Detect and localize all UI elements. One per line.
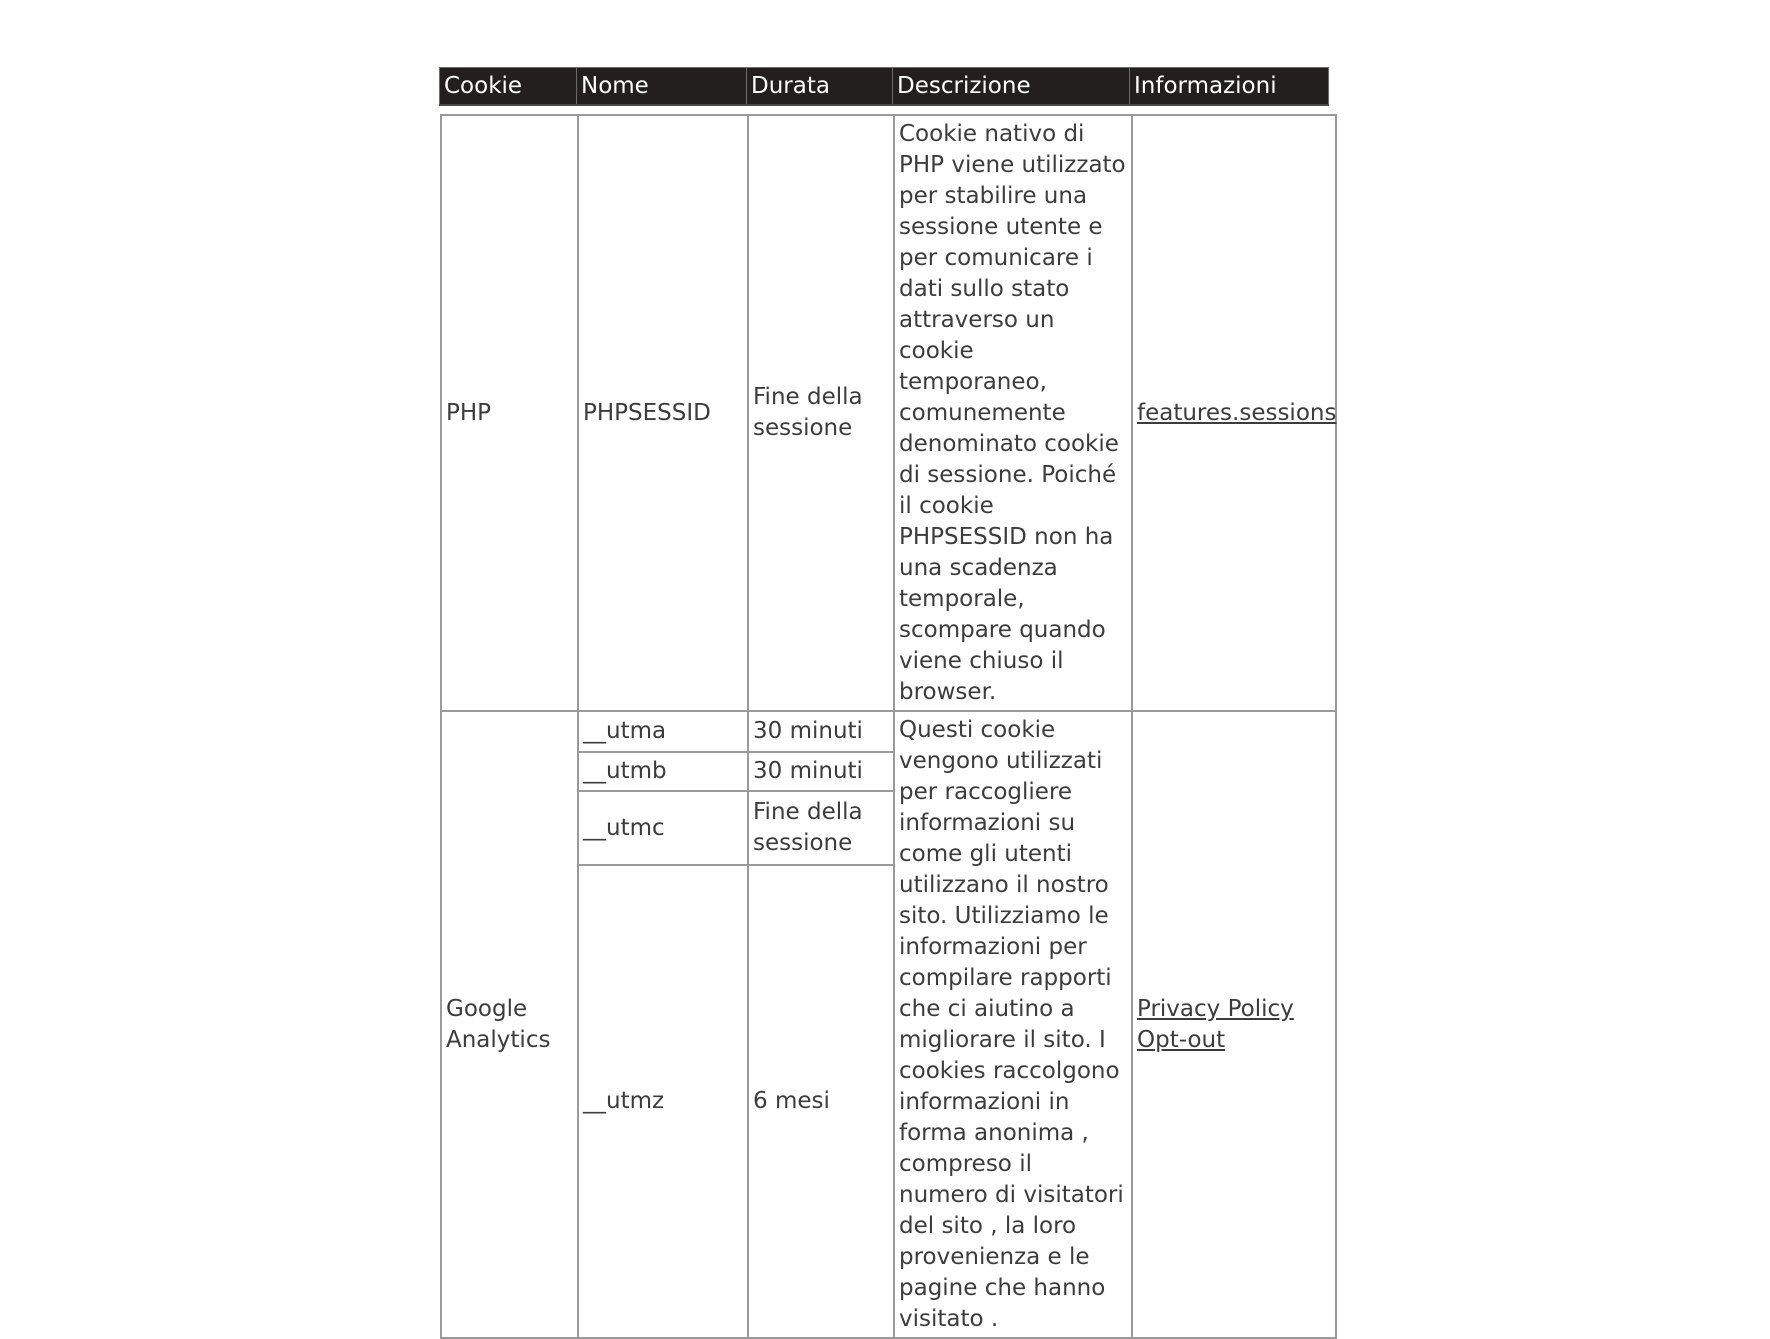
- features-sessions-link[interactable]: features.sessions: [1137, 399, 1337, 426]
- cell-informazioni-ga: [1132, 711, 1336, 1338]
- cell-nome-utmb: __utmb: [578, 752, 748, 792]
- header-nome: Nome: [577, 68, 747, 106]
- table-row-utma: [441, 711, 1336, 752]
- cell-nome-utmc: __utmc: [578, 791, 748, 865]
- cell-cookie-php: PHP: [441, 115, 578, 711]
- header-cookie: Cookie: [440, 68, 577, 106]
- cell-durata-php: Fine della sessione: [748, 115, 894, 711]
- cookie-table-header: [439, 67, 1329, 106]
- table-row-php: [441, 115, 1336, 711]
- cell-nome-phpsessid: PHPSESSID: [578, 115, 748, 711]
- header-informazioni: Informazioni: [1130, 68, 1329, 106]
- header-row: [440, 68, 1329, 106]
- cell-durata-utmb: 30 minuti: [748, 752, 894, 792]
- header-durata: Durata: [747, 68, 893, 106]
- cell-informazioni-php: [1132, 115, 1336, 711]
- opt-out-link[interactable]: Opt-out: [1137, 1026, 1226, 1053]
- header-descrizione: Descrizione: [893, 68, 1130, 106]
- cell-cookie-ga: Google Analytics: [441, 711, 578, 1338]
- cell-nome-utma: __utma: [578, 711, 748, 752]
- cell-durata-utmc: Fine della sessione: [748, 791, 894, 865]
- cell-descrizione-php: Cookie nativo di PHP viene utilizzato per stabilire una sessione utente e per comunicare i dati sullo stato attraverso un cookie temporaneo, comunemente denominato cookie di sessione. Poiché il cookie PHPSESSID non ha una scadenza temporale, scompare quando viene chiuso il browser.: [894, 115, 1132, 711]
- cell-durata-utma: 30 minuti: [748, 711, 894, 752]
- cookie-table: [440, 114, 1337, 1339]
- cell-durata-utmz: 6 mesi: [748, 865, 894, 1338]
- privacy-policy-link[interactable]: Privacy Policy: [1137, 995, 1294, 1022]
- cell-descrizione-ga: Questi cookie vengono utilizzati per raccogliere informazioni su come gli utenti utilizzano il nostro sito. Utilizziamo le informazioni per compilare rapporti che ci aiutino a migliorare il sito. I cookies raccolgono informazioni in forma anonima , compreso il numero di visitatori del sito , la loro provenienza e le pagine che hanno visitato .: [894, 711, 1132, 1338]
- cell-nome-utmz: __utmz: [578, 865, 748, 1338]
